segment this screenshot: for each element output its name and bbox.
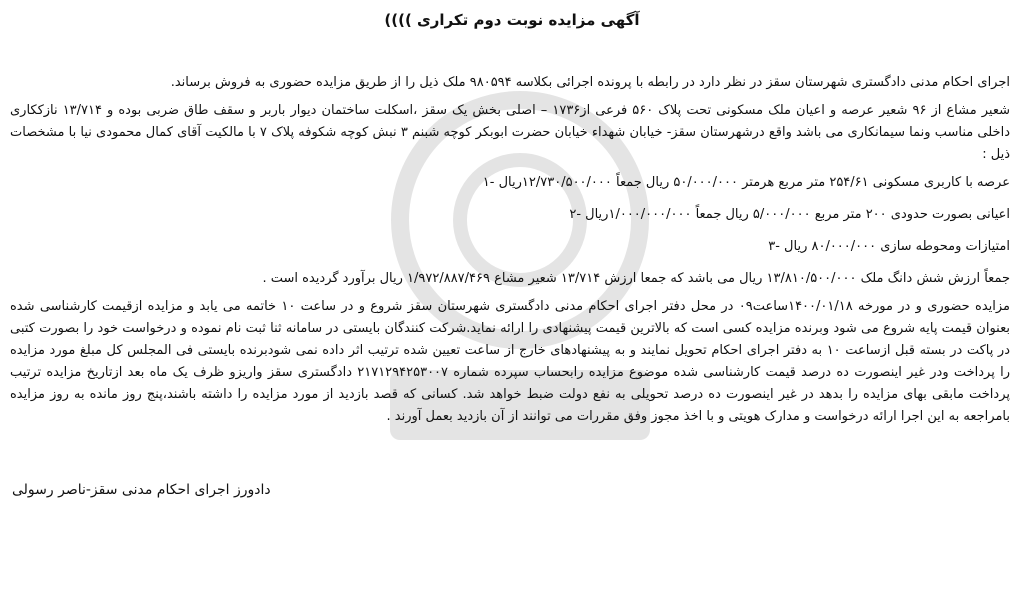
valuation-item: اعیانی بصورت حدودی ۲۰۰ متر مربع ۵/۰۰۰/۰۰۰ ریال جمعاً ۱/۰۰۰/۰۰۰/۰۰۰ریال -۲	[569, 207, 1010, 222]
signature-line: دادورز اجرای احکام مدنی سقز-ناصر رسولی	[12, 482, 271, 498]
auction-terms: مزایده حضوری و در مورخه ۱۴۰۰/۰۱/۱۸ساعت۰۹ در محل دفتر اجرای احکام مدنی دادگستری شهرستان سقز شروع و در ساعت ۱۰ خاتمه می یابد و مزایده ازقیمت کارشناسی شده بعنوان قیمت پایه شروع می شود وبرنده مزایده کسی است که بالاترین قیمت پیشنهادی را ارائه نماید.شرکت کنندگان بایستی در سامانه ثنا ثبت نام نموده و درخواست خود را بصورت کتبی در پاکت در بسته قبل ازساعت ۱۰ به دفتر اجرای احکام تحویل نمایند و به پیشنهادهای خارج از ساعت تعیین شده ترتیب اثر داده نمی شودبرنده بایستی فی المجلس کل مبلغ مورد مزایده را پرداخت ودر غیر اینصورت ده درصد قیمت کارشناسی شده موضوع مزایده رابحساب سپرده شماره ۲۱۷۱۲۹۴۲۵۳۰۰۷ دادگستری سقز واریزو ظرف یک ماه بعد ازتاریخ مزایده ترتیب پرداخت مابقی بهای مزایده را بدهد در غیر اینصورت ده درصد تحویلی به نفع دولت ضبط خواهد شد. کسانی که قصد بازدید از مورد مزایده را داشته باشند،پنج روز مانده به روز مزایده بامراجعه به این اجرا ارائه درخواست و مدارک هویتی و با اخذ مجوز وفق مقررات می توانند از آن بازدید بعمل آورند .	[10, 299, 1011, 424]
notice-body	[10, 72, 1010, 434]
intro-paragraph: اجرای احکام مدنی دادگستری شهرستان سقز در نظر دارد در رابطه با پرونده اجرائی بکلاسه ۹۸۰۵۹۴ ملک ذیل را از طریق مزایده حضوری به فروش برساند.	[170, 75, 1010, 90]
property-description: شعیر مشاع از ۹۶ شعیر عرصه و اعیان ملک مسکونی تحت پلاک ۵۶۰ فرعی از۱۷۳۶ – اصلی بخش یک سقز ،اسکلت ساختمان دیوار باربر و سقف طاق ضربی بوده و ۱۳/۷۱۴ نازککاری داخلی مناسب ونما سیمانکاری می باشد واقع درشهرستان سقز- خیابان شهداء خیابان حضرت ابوبکر کوچه شبنم ۳ نبش کوچه شکوفه پلاک ۷ با مالکیت آقای کمال محمودی نیا با مشخصات ذیل :	[10, 103, 1011, 162]
valuation-item: عرصه با کاربری مسکونی ۲۵۴/۶۱ متر مربع هرمتر ۵۰/۰۰۰/۰۰۰ ریال جمعاً ۱۲/۷۳۰/۵۰۰/۰۰۰ریال -۱	[482, 175, 1010, 190]
notice-title: آگهی مزایده نوبت دوم تکراری ))))	[384, 11, 640, 29]
valuation-item: امتیازات ومحوطه سازی ۸۰/۰۰۰/۰۰۰ ریال -۳	[768, 239, 1010, 254]
total-value: جمعاً ارزش شش دانگ ملک ۱۳/۸۱۰/۵۰۰/۰۰۰ ریال می باشد که جمعا ارزش ۱۳/۷۱۴ شعیر مشاع ۱/۹۷۲/۸۸۷/۴۶۹ ریال برآورد گردیده است .	[262, 271, 1010, 286]
